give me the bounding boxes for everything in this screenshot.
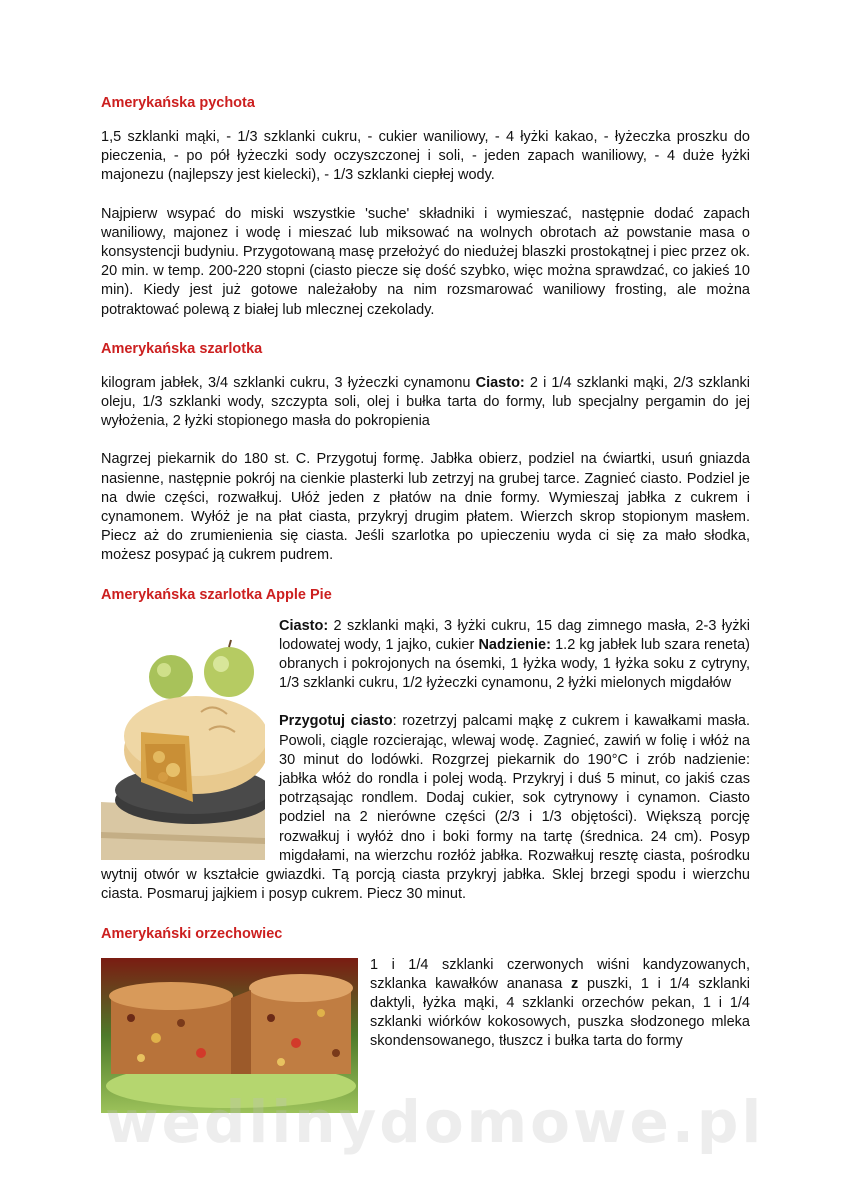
- recipe-title-apple-pie: Amerykańska szarlotka Apple Pie: [101, 586, 332, 603]
- ciasto-label: Ciasto:: [475, 374, 525, 391]
- nadzienie-label: Nadzienie:: [478, 636, 551, 653]
- watermark: wedlinydomowe.pl: [105, 1088, 765, 1156]
- method-szarlotka: Nagrzej piekarnik do 180 st. C. Przygotuj formę. Jabłka obierz, podziel na ćwiartki, usuń gniazda nasienne, następnie pokrój na cienkie plasterki lub zetrzyj na grubej tarce. Zagnieć ciasto. Podziel je na dwie części, rozwałkuj. Ułóż jeden z płatów na dnie formy. Wymieszaj jabłka z cukrem i cynamonem. Wyłóż je na płat ciasta, przykryj drugim płatem. Wierzch skrop stopionym masłem. Piecz aż do zrumienienia się ciasta. Jeśli szarlotka po upieczeniu wyda ci się za mało słodka, możesz posypać ją cukrem pudrem.: [101, 451, 750, 564]
- recipe-title-szarlotka: Amerykańska szarlotka: [101, 340, 263, 357]
- przygotuj-label: Przygotuj ciasto: [279, 713, 393, 730]
- method-apple-pie-text: : rozetrzyj palcami mąkę z cukrem i kawałkami masła. Powoli, ciągle rozcierając, wlewaj wodę. Zagnieć, zawiń w folię i włóż na 30 minut do lodówki. Rozgrzej piekarnik do 190°C i zrób nadzienie: jabłka włóż do rondla i polej wodą. Przykryj i duś 5 minut, co jakiś czas potrząsając rondlem. Dodaj cukier, sok cytrynowy i cynamon. Ciasto podziel na 2 nierówne części (2/3 i 1/3 objętości). Większą porcję rozwałkuj i wyłóż dno i boki formy na tartę (średnica. 24 cm). Posyp migdałami, na wierzchu rozłóż jabłka. Rozwałkuj resztę ciasta, pośrodku wytnij otwór w kształcie gwiazdki. Tą porcją ciasta przykryj jabłka. Sklej brzegi spodu i wierzchu ciasta. Posmaruj jajkiem i posyp cukrem. Piecz 30 minut.: [101, 713, 750, 903]
- ciasto-text: 2 szklanki mąki, 3 łyżki cukru, 15 dag zimnego masła, 2-3 łyżki lodowatej wody, 1 jajko, cukier: [279, 617, 750, 653]
- ingredients-szarlotka-part-b: 2 i 1/4 szklanki mąki, 2/3 szklanki oleju, 1/3 szklanki wody, szczypta soli, olej i bułka tarta do formy, lub specjalny pergamin do jej wyłożenia, 2 łyżki stopionego masła do pokropienia: [101, 374, 750, 430]
- ingredients-pychota: 1,5 szklanki mąki, - 1/3 szklanki cukru, - cukier waniliowy, - 4 łyżki kakao, - łyżeczka proszku do pieczenia, - po pół łyżeczki sody oczyszczonej i soli, - jeden zapach waniliowy, - 4 duże łyżki majonezu (najlepszy jest kielecki), - 1/3 szklanki ciepłej wody.: [101, 129, 750, 184]
- recipe-title-orzechowiec: Amerykański orzechowiec: [101, 925, 283, 942]
- recipe-title-pychota: Amerykańska pychota: [101, 95, 255, 111]
- ciasto-label-apple-pie: Ciasto:: [279, 617, 329, 634]
- ingredients-szarlotka: [101, 374, 750, 432]
- orzechowiec-block: [101, 956, 750, 1113]
- method-pychota: Najpierw wsypać do miski wszystkie 'suche' składniki i wymieszać, następnie dodać zapach waniliowy, majonez i wodę i mieszać lub miksować na wolnych obrotach aż powstanie masa o konsystencji budyniu. Przygotowaną masę przełożyć do niedużej blaszki prostokątnej i piec przez ok. 20 min. w temp. 200-220 stopni (ciasto piecze się dość szybko, więc można sprawdzać, co jakieś 10 min). Kiedy jest już gotowe należałoby na nim rozsmarować waniliowy frosting, ale można potraktować polewą z białej lub mlecznej czekolady.: [101, 205, 750, 318]
- nadzienie-text: 1.2 kg jabłek lub szara reneta) obranych i pokrojonych na ósemki, 1 łyżka wody, 1 łyżka soku z cytryny, 1/3 szklanki cukru, 1/2 łyżeczki cynamonu, 2 łyżki mielonych migdałów: [279, 636, 750, 692]
- document-page: [101, 95, 750, 1113]
- apple-pie-block: [101, 617, 750, 905]
- orzechowiec-text-a: 1 i 1/4 szklanki czerwonych wiśni kandyzowanych, szklanka kawałków ananasa: [370, 956, 750, 992]
- ingredients-szarlotka-part-a: kilogram jabłek, 3/4 szklanki cukru, 3 łyżeczki cynamonu: [101, 374, 476, 391]
- orzechowiec-bold-z: z: [571, 975, 579, 992]
- apple-pie-photo: [101, 632, 265, 860]
- orzechowiec-text-b: puszki, 1 i 1/4 szklanki daktyli, łyżka mąki, 4 szklanki orzechów pekan, 1 i 1/4 szklanki wiórków kokosowych, puszka słodzonego mleka skondensowanego, tłuszcz i bułka tarta do formy: [370, 975, 750, 1050]
- fruitcake-photo: [101, 958, 358, 1113]
